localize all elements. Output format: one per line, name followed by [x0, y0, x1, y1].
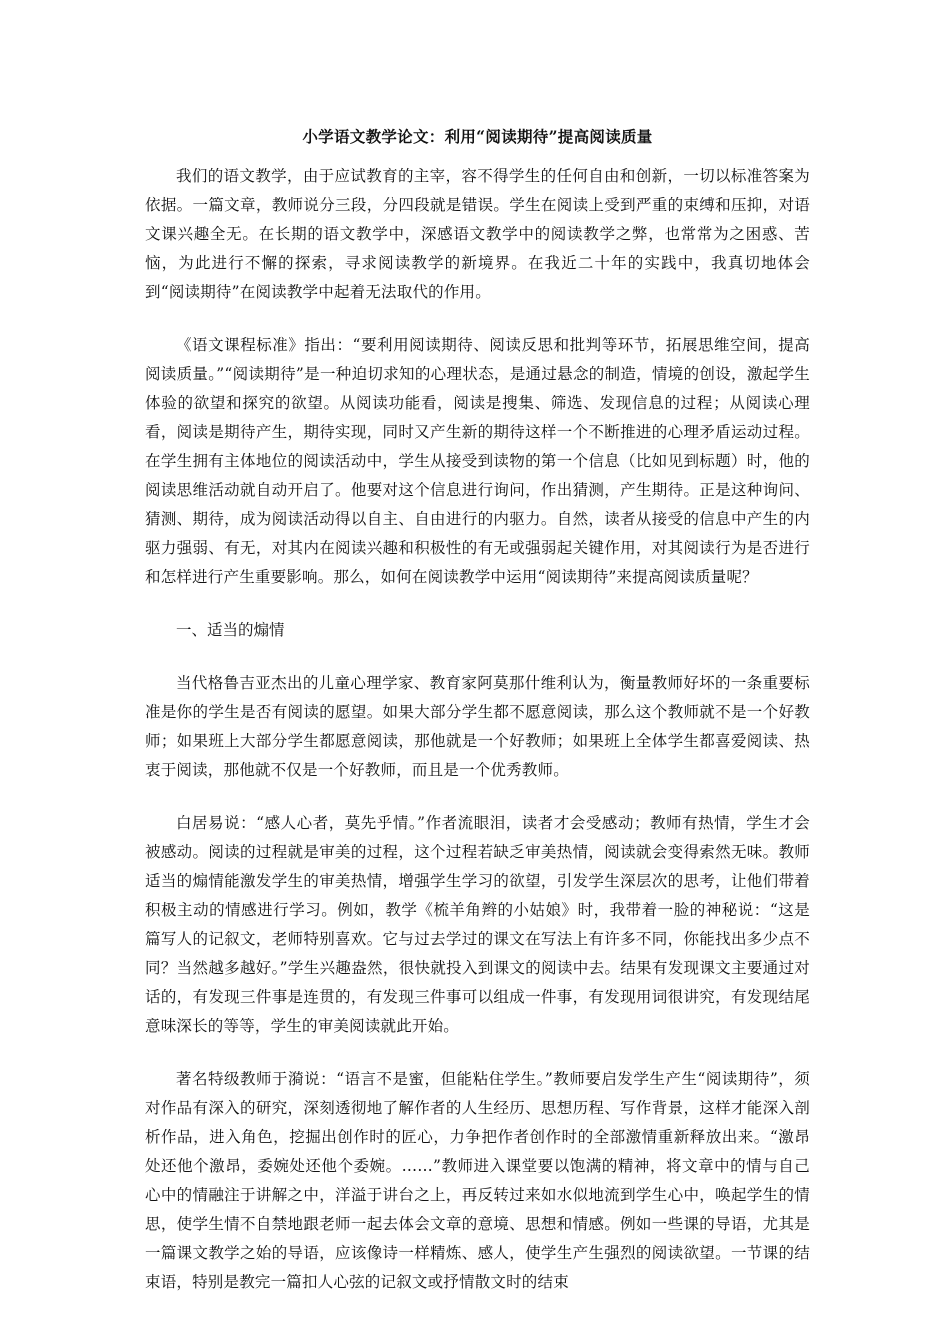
paragraph-bai-juyi: 白居易说：“感人心者，莫先乎情。”作者流眼泪，读者才会受感动；教师有热情，学生才会被感动。阅读的过程就是审美的过程，这个过程若缺乏审美热情，阅读就会变得索然无味。教师适当的煽情能激发学生的审美热情，增强学生学习的欲望，引发学生深层次的思考，让他们带着积极主动的情感进行学习。例如，教学《梳羊角辫的小姑娘》时，我带着一脸的神秘说：“这是篇写人的记叙文，老师特别喜欢。它与过去学过的课文在写法上有许多不同，你能找出多少点不同？当然越多越好。”学生兴趣盎然，很快就投入到课文的阅读中去。结果有发现课文主要通过对话的，有发现三件事是连贯的，有发现三件事可以组成一件事，有发现用词很讲究，有发现结尾意味深长的等等，学生的审美阅读就此开始。 — [145, 814, 810, 1035]
document-title: 小学语文教学论文：利用“阅读期待”提高阅读质量 — [302, 127, 653, 146]
document-body — [145, 126, 810, 1321]
paragraph-intro: 我们的语文教学，由于应试教育的主宰，容不得学生的任何自由和创新，一切以标准答案为依据。一篇文章，教师说分三段，分四段就是错误。学生在阅读上受到严重的束缚和压抑，对语文课兴趣全无。在长期的语文教学中，深感语文教学中的阅读教学之弊，也常常为之困惑、苦恼，为此进行不懈的探索，寻求阅读教学的新境界。在我近二十年的实践中，我真切地体会到“阅读期待”在阅读教学中起着无法取代的作用。 — [145, 167, 810, 301]
paragraph-amonashvili: 当代格鲁吉亚杰出的儿童心理学家、教育家阿莫那什维利认为，衡量教师好坏的一条重要标准是你的学生是否有阅读的愿望。如果大部分学生都不愿意阅读，那么这个教师就不是一个好教师；如果班上大部分学生都愿意阅读，那他就是一个好教师；如果班上全体学生都喜爱阅读、热衷于阅读，那他就不仅是一个好教师，而且是一个优秀教师。 — [145, 674, 810, 779]
paragraph-curriculum-standard: 《语文课程标准》指出：“要利用阅读期待、阅读反思和批判等环节，拓展思维空间，提高阅读质量。”“阅读期待”是一种迫切求知的心理状态，是通过悬念的制造，情境的创设，激起学生体验的欲望和探究的欲望。从阅读功能看，阅读是搜集、筛选、发现信息的过程；从阅读心理看，阅读是期待产生，期待实现，同时又产生新的期待这样一个不断推进的心理矛盾运动过程。在学生拥有主体地位的阅读活动中，学生从接受到读物的第一个信息（比如见到标题）时，他的阅读思维活动就自动开启了。他要对这个信息进行询问，作出猜测，产生期待。正是这种询问、猜测、期待，成为阅读活动得以自主、自由进行的内驱力。自然，读者从接受的信息中产生的内驱力强弱、有无，对其内在阅读兴趣和积极性的有无或强弱起关键作用，对其阅读行为是否进行和怎样进行产生重要影响。那么，如何在阅读教学中运用“阅读期待”来提高阅读质量呢？ — [145, 336, 810, 586]
section-heading: 一、适当的煽情 — [176, 621, 285, 639]
paragraph-yu-yi: 著名特级教师于漪说：“语言不是蜜，但能粘住学生。”教师要启发学生产生“阅读期待”，须对作品有深入的研究，深刻透彻地了解作者的人生经历、思想历程、写作背景，这样才能深入剖析作品，进入角色，挖掘出创作时的匠心，力争把作者创作时的全部激情重新释放出来。“激昂处还他个激昂，委婉处还他个委婉。……”教师进入课堂要以饱满的精神，将文章中的情与自己心中的情融注于讲解之中，洋溢于讲台之上，再反转过来如水似地流到学生心中，唤起学生的情思，使学生情不自禁地跟老师一起去体会文章的意境、思想和情感。例如一些课的导语，尤其是一篇课文教学之始的导语，应该像诗一样精炼、感人，使学生产生强烈的阅读欲望。一节课的结束语，特别是教完一篇扣人心弦的记叙文或抒情散文时的结束 — [145, 1070, 810, 1291]
